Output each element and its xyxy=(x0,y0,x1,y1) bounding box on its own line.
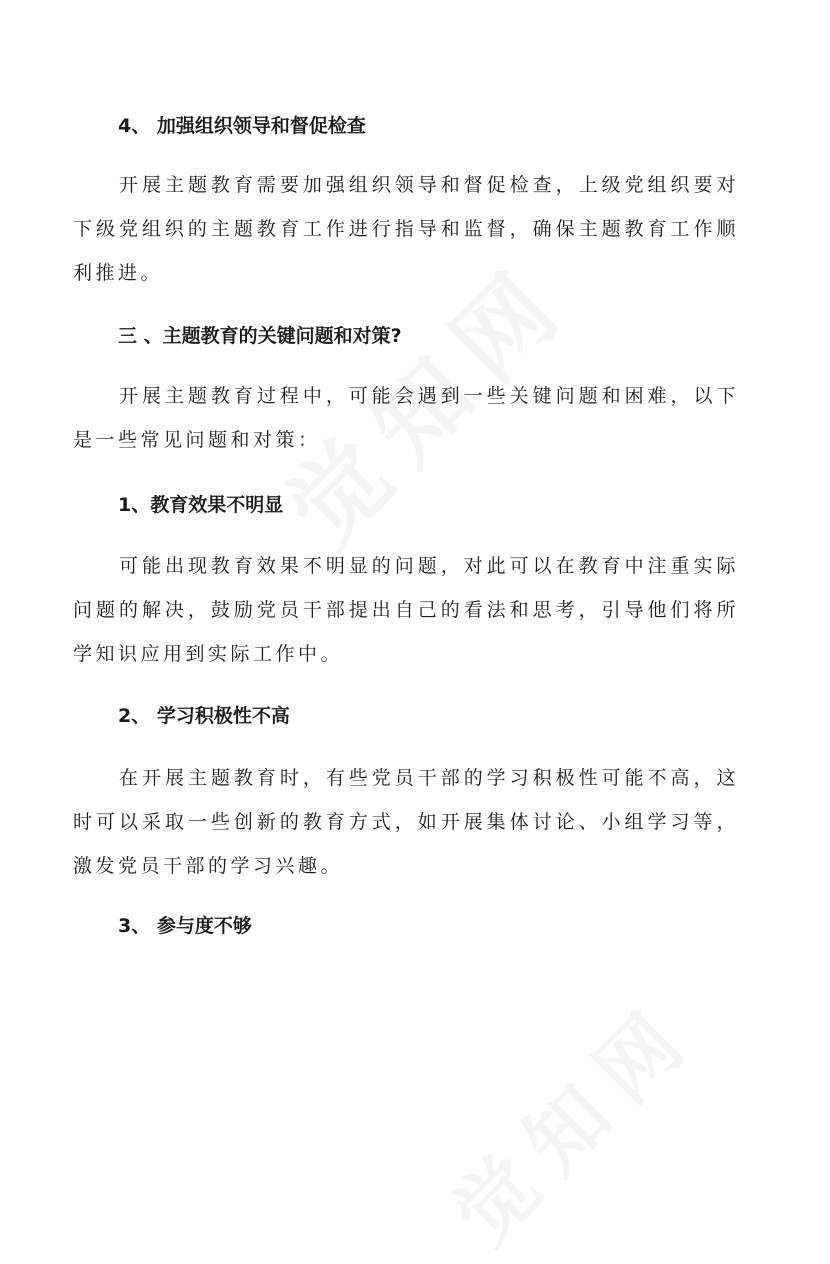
section-paragraph: 开展主题教育需要加强组织领导和督促检查，上级党组织要对下级党组织的主题教育工作进行指导和监督，确保主题教育工作顺利推进。 xyxy=(73,174,739,284)
section-heading: 2、 学习积极性不高 xyxy=(118,705,290,727)
watermark-secondary xyxy=(423,971,716,1264)
section-paragraph: 开展主题教育过程中，可能会遇到一些关键问题和困难，以下是一些常见问题和对策： xyxy=(73,385,739,451)
section-heading: 1、教育效果不明显 xyxy=(118,494,284,516)
section-heading: 3、 参与度不够 xyxy=(118,915,252,937)
section-paragraph: 可能出现教育效果不明显的问题，对此可以在教育中注重实际问题的解决，鼓励党员干部提出自己的看法和思考，引导他们将所学知识应用到实际工作中。 xyxy=(73,555,739,665)
section-heading: 三 、主题教育的关键问题和对策? xyxy=(118,325,402,347)
section-heading: 4、 加强组织领导和督促检查 xyxy=(118,115,366,137)
section-paragraph: 在开展主题教育时，有些党员干部的学习积极性可能不高，这时可以采取一些创新的教育方式，如开展集体讨论、小组学习等，激发党员干部的学习兴趣。 xyxy=(73,767,739,877)
